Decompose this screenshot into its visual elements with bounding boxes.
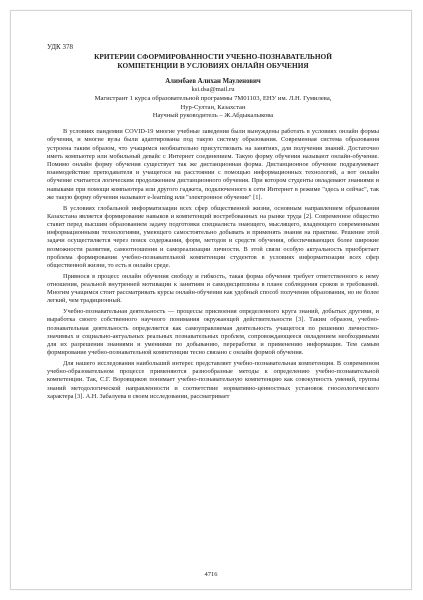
supervisor: Научный руководитель – Ж.Абдыкалыкова (152, 112, 274, 120)
article-title-line: КРИТЕРИИ СФОРМИРОВАННОСТИ УЧЕБНО-ПОЗНАВАТЕЛЬНОЙ (94, 52, 332, 61)
author-name: Алимбаев Алихан Мауленович (165, 78, 261, 85)
body-paragraph: В условиях пандемии COVID-19 многие учебные заведения были вынуждены работать в условиях онлайн формы обучения, и многие вузы были адаптированы под такую систему образования. Современная система образования устроена таким образом, что учащимся необязательно присутствовать на занятиях, для получения знаний. Достаточно иметь компьютер или мобильный девайс с Интернет соединением. Такую форму обучения называют онлайн-обучение. Помимо онлайн форму обучения существует так же дистанционная форма. Дистанционное обучение подразумевает взаимодействие преподавателя и учащегося на расстоянии с помощью информационных технологий, а вот онлайн обучение считается логическим продолжением дистанционного обучения. При котором студенты овладевают знаниями и навыками при помощи компьютера или другого гаджета, подключенного к сети Интернет в режиме "здесь и сейчас", так же такую форму обучения называют e-learning или "электронное обучение" [1]. (47, 128, 379, 201)
document-page (10, 10, 412, 590)
author-city: Нур-Султан, Казахстан (180, 103, 246, 111)
udc-code: УДК 378 (47, 43, 73, 51)
article-body (47, 128, 379, 401)
body-paragraph: Привнося в процесс онлайн обучения свободу и гибкость, такая форма обучения требует ответственного к нему отношения, реальной внутренней мотивации к занятиям и самодисциплины в плане соблюдения сроков и требований. Многим учащимся стоит рассматривать курсы онлайн-обучения как удобный способ получения образования, но не более легкий, чем традиционный. (47, 272, 379, 305)
author-affiliation: Магистрант 1 курса образовательной программы 7М01103, ЕНУ им. Л.Н. Гумилева, (94, 94, 332, 102)
article-title-line: КОМПЕТЕНЦИИ В УСЛОВИЯХ ОНЛАЙН ОБУЧЕНИЯ (117, 61, 309, 70)
body-paragraph: Для нашего исследования наибольший интерес представляет учебно-познавательная компетенция. В современном учебно-образовательном процессе применяются разнообразные методы к определению учебно-познавательной компетенции. Так, С.Г. Воровщиков понимает учебно-познавательную компетенцию как совокупность умений, группы знаний методологической направленности и соответствие нормативно-ценностных установок гносеологического характера [3]. А.Н. Забалуева в своем исследовании, рассматривает (47, 360, 379, 400)
author-email: ksi.dsa@mail.ru (191, 86, 235, 93)
article-title (47, 52, 379, 70)
body-paragraph: В условиях глобальной информатизации всех сфер общественной жизни, основным направлением образования Казахстана является формирование навыков и компетенций востребованных на рынке труда [2]. Современное общество ставит перед высшим образованием задачу подготовки специалиста знающего, мыслящего, владеющего современными информационными технологиями, умеющего самостоятельно добывать и применять знания на практике. Решение этой задачи осуществляется через поиск содержания, форм, методов и средств обучения, обеспечивающих более широкие возможности развития, самоотношения и самореализации личности. В этой связи особую актуальность приобретает проблема формирования учебно-познавательной компетенции студентов в условиях информатизации всех сфер общественной жизни, то есть в онлайн среде. (47, 204, 379, 270)
page-number: 4716 (204, 571, 218, 578)
body-paragraph: Учебно-познавательная деятельность — процессы присвоения определенного круга знаний, добытых другими, и выработка своего собственного научного понимания окружающей действительности [3]. Таким образом, учебно-познавательная деятельность определяется как самоуправляемая деятельность учащегося по решению личностно-значимых и социально-актуальных реальных познавательных проблем, сопровождающееся овладением необходимыми для их разрешения знаниями и умениями по добыванию, переработке и применению информации. Тем самым формирование учебно-познавательной компетенции тесно связано с онлайн формой обучения. (47, 308, 379, 357)
document-content (47, 43, 379, 401)
